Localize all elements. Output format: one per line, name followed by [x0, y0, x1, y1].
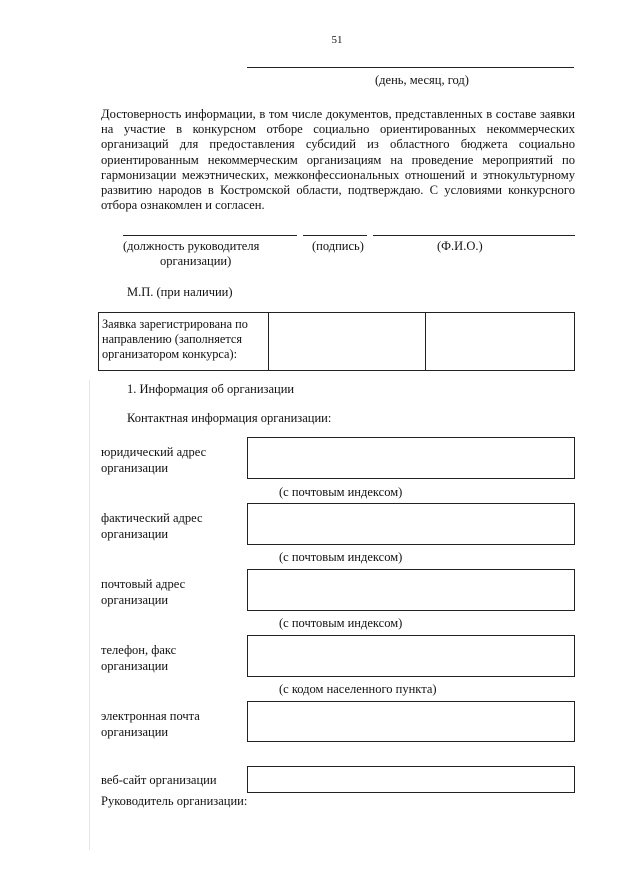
email-field[interactable] — [247, 701, 575, 742]
registration-cell-extra[interactable] — [426, 313, 574, 370]
phone-fax-field[interactable] — [247, 635, 575, 677]
email-label-line2: организации — [101, 725, 169, 739]
declaration-text: Достоверность информации, в том числе документов, представленных в составе заявки на участие в конкурсном отборе социально ориентированных некоммерческих организаций для предоставления субсидий из областного бюджета социально ориентированным некоммерческим организациям на проведение мероприятий по гармонизации межэтнических, межконфессиональных отношений и этнокультурному развитию народов в Костромской области, подтверждаю. С условиями конкурсного отбора ознакомлен и согласен. — [101, 107, 575, 213]
website-field[interactable] — [247, 766, 575, 793]
registration-cell-direction[interactable] — [269, 313, 426, 370]
date-hint: (день, месяц, год) — [375, 73, 469, 87]
phone-fax-label — [101, 642, 176, 674]
stamp-label: М.П. (при наличии) — [127, 285, 233, 299]
postal-address-label-line2: организации — [101, 593, 169, 607]
registration-label: Заявка зарегистрирована по направлению (заполняется организатором конкурса): — [99, 313, 269, 370]
postal-address-hint: (с почтовым индексом) — [279, 616, 403, 630]
position-caption: (должность руководителя — [123, 239, 260, 253]
name-line — [373, 235, 575, 236]
phone-fax-label-line1: телефон, факс — [101, 643, 177, 657]
phone-fax-label-line2: организации — [101, 659, 169, 673]
actual-address-hint: (с почтовым индексом) — [279, 550, 403, 564]
section-title: 1. Информация об организации — [127, 382, 295, 396]
postal-address-label-line1: почтовый адрес — [101, 577, 186, 591]
actual-address-label-line1: фактический адрес — [101, 511, 203, 525]
postal-address-label — [101, 576, 185, 608]
head-label: Руководитель организации: — [101, 794, 248, 808]
website-label: веб-сайт организации — [101, 773, 217, 787]
postal-address-field[interactable] — [247, 569, 575, 611]
legal-address-field[interactable] — [247, 437, 575, 479]
phone-fax-hint: (с кодом населенного пункта) — [279, 682, 437, 696]
legal-address-label-line2: организации — [101, 461, 169, 475]
email-label — [101, 708, 200, 740]
legal-address-label-line1: юридический адрес — [101, 445, 207, 459]
name-caption: (Ф.И.О.) — [437, 239, 483, 253]
actual-address-field[interactable] — [247, 503, 575, 545]
signature-caption: (подпись) — [312, 239, 364, 253]
date-line — [247, 67, 574, 68]
legal-address-hint: (с почтовым индексом) — [279, 485, 403, 499]
signature-line — [303, 235, 367, 236]
actual-address-label-line2: организации — [101, 527, 169, 541]
registration-table — [98, 312, 575, 371]
position-line — [123, 235, 297, 236]
position-caption-line2: организации) — [160, 254, 232, 268]
contact-title: Контактная информация организации: — [127, 411, 332, 425]
actual-address-label — [101, 510, 203, 542]
page-number: 51 — [331, 34, 343, 46]
legal-address-label — [101, 444, 206, 476]
scan-margin-artifact — [89, 380, 90, 850]
email-label-line1: электронная почта — [101, 709, 200, 723]
